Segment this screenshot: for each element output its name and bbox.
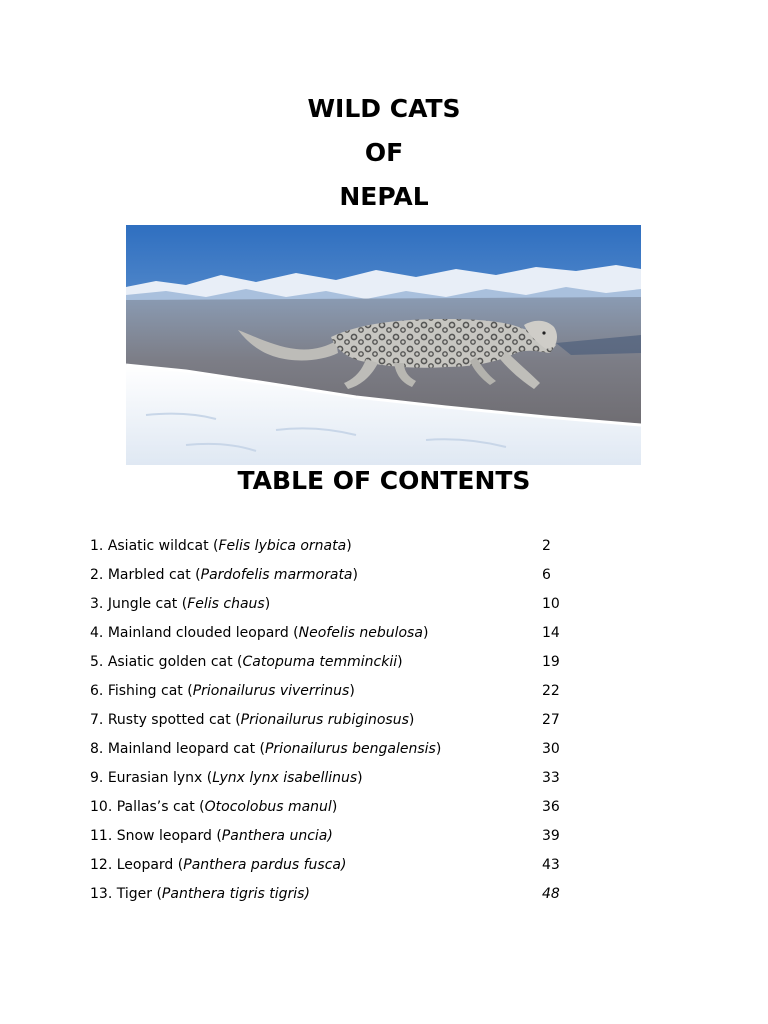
toc-item-number: 5.: [90, 654, 104, 670]
toc-item-number: 13.: [90, 886, 113, 902]
toc-item-page: 48: [542, 886, 560, 902]
toc-item-number: 10.: [90, 799, 113, 815]
toc-item: 6. Fishing cat (Prionailurus viverrinus) 22: [90, 683, 560, 699]
toc-item-scientific-name: Felis chaus: [187, 596, 265, 612]
title-line-3: NEPAL: [339, 182, 429, 211]
toc-item-name: Asiatic golden cat: [107, 654, 233, 670]
toc-item: 9. Eurasian lynx (Lynx lynx isabellinus) 33: [90, 770, 560, 786]
toc-item-scientific-name: Panthera uncia): [221, 828, 333, 844]
toc-item: 3. Jungle cat (Felis chaus) 10: [90, 596, 560, 612]
toc-item-number: 8.: [90, 741, 104, 757]
toc-item: 7. Rusty spotted cat (Prionailurus rubiginosus) 27: [90, 712, 560, 728]
toc-item-name: Fishing cat: [107, 683, 183, 699]
toc-item: 8. Mainland leopard cat (Prionailurus bengalensis) 30: [90, 741, 560, 757]
toc-item-page: 30: [542, 741, 560, 757]
title-line-2: OF: [364, 138, 404, 167]
toc-item-scientific-name: Prionailurus viverrinus: [192, 683, 350, 699]
toc-item-name: Tiger: [116, 886, 152, 902]
toc-item: 5. Asiatic golden cat (Catopuma temminckii) 19: [90, 654, 560, 670]
toc-item-number: 6.: [90, 683, 104, 699]
toc-item-number: 11.: [90, 828, 113, 844]
toc-item-page: 10: [542, 596, 560, 612]
toc-item-name: Rusty spotted cat: [107, 712, 231, 728]
toc-item: 2. Marbled cat (Pardofelis marmorata) 6: [90, 567, 551, 583]
toc-item-page: 14: [542, 625, 560, 641]
toc-item-scientific-name: Catopuma temminckii: [242, 654, 398, 670]
toc-item-name: Pallas’s cat: [116, 799, 195, 815]
toc-item: 10. Pallas’s cat (Otocolobus manul) 36: [90, 799, 560, 815]
toc-item-page: 33: [542, 770, 560, 786]
toc-item-scientific-name: Otocolobus manul: [204, 799, 332, 815]
toc-item-page: 43: [542, 857, 560, 873]
toc-item-number: 9.: [90, 770, 104, 786]
toc-list: [90, 536, 610, 913]
toc-item-page: 22: [542, 683, 560, 699]
toc-item-name: Asiatic wildcat: [107, 538, 209, 554]
toc-item-number: 2.: [90, 567, 104, 583]
toc-item: 12. Leopard (Panthera pardus fusca) 43: [90, 857, 560, 873]
toc-item-scientific-name: Pardofelis marmorata: [200, 567, 353, 583]
toc-item-name: Mainland leopard cat: [107, 741, 256, 757]
toc-item-name: Marbled cat: [107, 567, 191, 583]
toc-item-scientific-name: Panthera pardus fusca): [183, 857, 347, 873]
toc-item-page: 19: [542, 654, 560, 670]
toc-item-scientific-name: Panthera tigris tigris): [161, 886, 310, 902]
toc-item-number: 7.: [90, 712, 104, 728]
toc-item: 4. Mainland clouded leopard (Neofelis nebulosa) 14: [90, 625, 560, 641]
toc-item-name: Mainland clouded leopard: [107, 625, 289, 641]
toc-item-number: 4.: [90, 625, 104, 641]
toc-item-page: 36: [542, 799, 560, 815]
toc-item-number: 12.: [90, 857, 113, 873]
toc-item-scientific-name: Prionailurus bengalensis: [264, 741, 436, 757]
toc-item-name: Leopard: [116, 857, 174, 873]
toc-item-number: 1.: [90, 538, 104, 554]
toc-item-page: 6: [542, 567, 551, 583]
toc-item-page: 27: [542, 712, 560, 728]
toc-item-page: 2: [542, 538, 551, 554]
toc-item-name: Snow leopard: [116, 828, 212, 844]
toc-item-scientific-name: Lynx lynx isabellinus: [212, 770, 358, 786]
toc-item: 13. Tiger (Panthera tigris tigris) 48: [90, 886, 560, 902]
toc-item-name: Eurasian lynx: [107, 770, 203, 786]
snow-leopard-photo: [126, 225, 641, 465]
toc-item: 1. Asiatic wildcat (Felis lybica ornata) 2: [90, 538, 551, 554]
toc-item-scientific-name: Felis lybica ornata: [218, 538, 347, 554]
toc-item-page: 39: [542, 828, 560, 844]
toc-heading: TABLE OF CONTENTS: [237, 466, 531, 495]
toc-item-scientific-name: Prionailurus rubiginosus: [240, 712, 409, 728]
toc-item: 11. Snow leopard (Panthera uncia) 39: [90, 828, 560, 844]
toc-item-scientific-name: Neofelis nebulosa: [298, 625, 423, 641]
toc-item-name: Jungle cat: [107, 596, 178, 612]
title-line-1: WILD CATS: [307, 94, 461, 123]
toc-item-number: 3.: [90, 596, 104, 612]
